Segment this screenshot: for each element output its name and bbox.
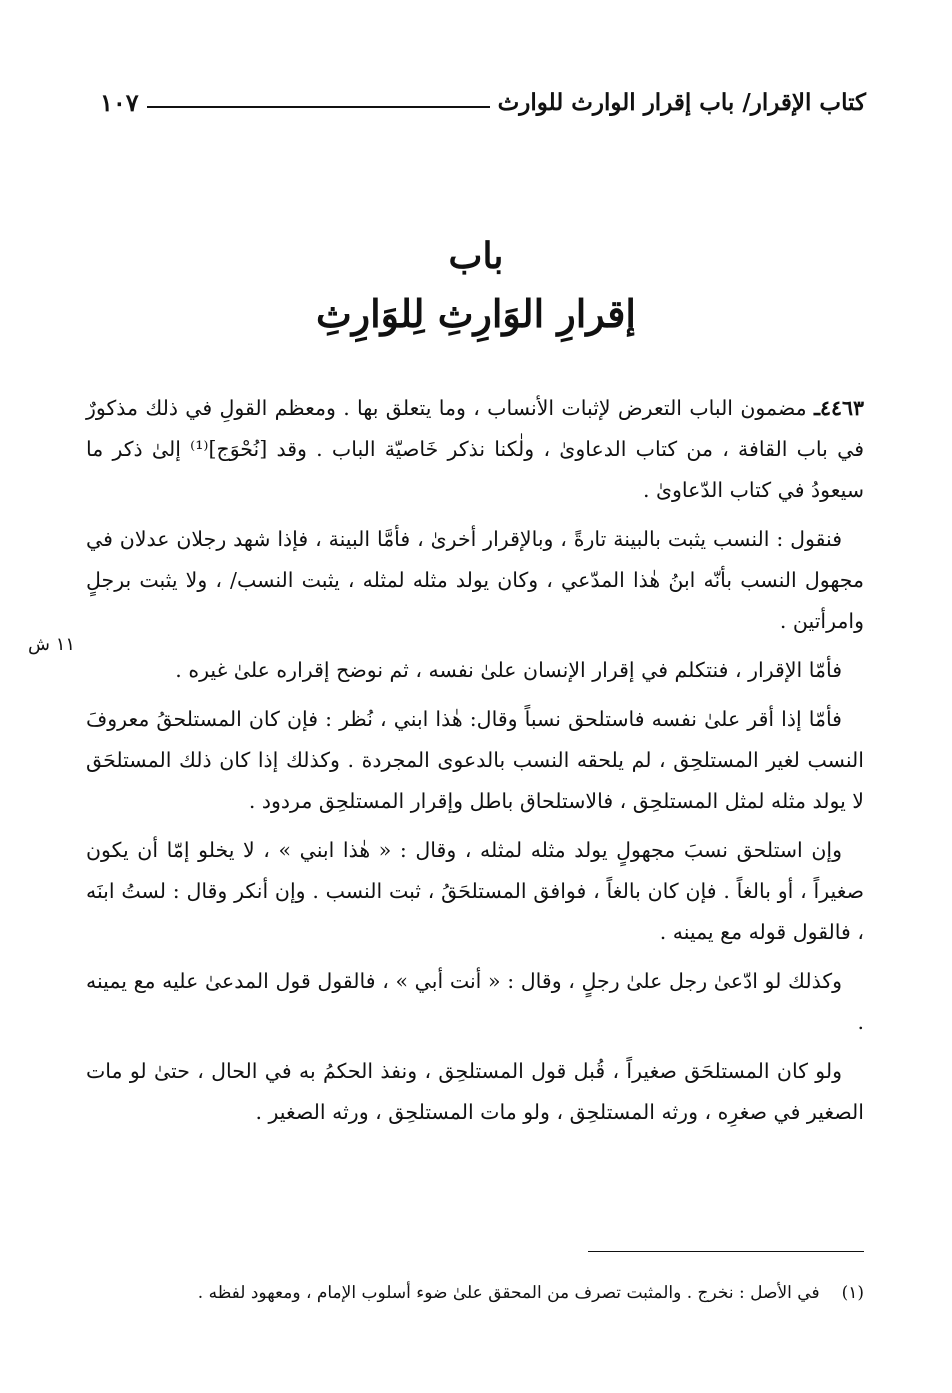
chapter-title: إقرارِ الوَارِثِ لِلوَارِثِ	[316, 291, 636, 336]
paragraph: ولو كان المستلحَق صغيراً ، قُبل قول المستلحِق ، ونفذ الحكمُ به في الحال ، حتىٰ لو مات الصغير في صغرِه ، ورثه المستلحِق ، ولو مات المستلحِق ، ورثه الصغير .	[86, 1059, 864, 1124]
margin-note: ١١ ش	[28, 634, 76, 655]
running-header	[100, 82, 866, 122]
paragraph-number: ٤٤٦٣ـ	[813, 396, 864, 420]
footnote	[90, 1278, 864, 1308]
chapter-label: باب	[448, 235, 504, 277]
footnote-marker: (١)	[841, 1283, 864, 1303]
footnote-rule	[588, 1251, 864, 1252]
paragraph-4463	[86, 388, 864, 511]
paragraph: فأمّا إذا أقر علىٰ نفسه فاستلحق نسباً وقال: هٰذا ابني ، نُظر : فإن كان المستلحقُ معروفَ النسب لغير المستلحِق ، لم يلحقه النسب بالدعوى المجردة . وكذلك إذا كان ذلك المستلحَق لا يولد مثله لمثل المستلحِق ، فالاستلحاق باطل وإقرار المستلحِق مردود .	[86, 707, 864, 813]
paragraph: فنقول : النسب يثبت بالبينة تارةً ، وبالإقرار أخرىٰ ، فأمَّا البينة ، فإذا شهد رجلان عدلان في مجهول النسب بأنّه ابنُ هٰذا المدّعي ، وكان يولد مثله لمثله ، يثبت النسب/ ، ولا يثبت برجلٍ وامرأتين .	[86, 527, 864, 633]
footnote-text: في الأصل : نخرج . والمثبت تصرف من المحقق علىٰ ضوء أسلوب الإمام ، ومعهود لفظه .	[197, 1283, 820, 1303]
paragraph: فأمّا الإقرار ، فنتكلم في إقرار الإنسان علىٰ نفسه ، ثم نوضح إقراره علىٰ غيره .	[175, 658, 842, 682]
running-title: كتاب الإقرار/ باب إقرار الوارث للوارث	[497, 88, 866, 116]
paragraph-text: مضمون الباب التعرض لإثبات الأنساب ، وما يتعلق بها . ومعظم القولِ في ذلك مذكورٌ في باب القافة ، من كتاب الدعاوىٰ ، ولٰكنا نذكر خَاصيّة الباب . وقد [نُحْوَج]⁽¹⁾ إلىٰ ذكر ما سيعودُ في كتاب الدّعاوىٰ .	[86, 396, 864, 502]
header-rule	[147, 106, 490, 108]
paragraph: وإن استلحق نسبَ مجهولٍ يولد مثله لمثله ، وقال : « هٰذا ابني » ، لا يخلو إمّا أن يكون صغيراً ، أو بالغاً . فإن كان بالغاً ، فوافق المستلحَقُ ، ثبت النسب . وإن أنكر وقال : لستُ ابنَه ، فالقول قوله مع يمينه .	[86, 838, 864, 944]
body-text	[86, 388, 864, 1141]
page-number: ١٠٧	[100, 87, 139, 117]
paragraph: وكذلك لو ادّعىٰ رجل علىٰ رجلٍ ، وقال : « أنت أبي » ، فالقول قول المدعىٰ عليه مع يمينه .	[86, 969, 864, 1034]
chapter-heading	[0, 228, 952, 344]
